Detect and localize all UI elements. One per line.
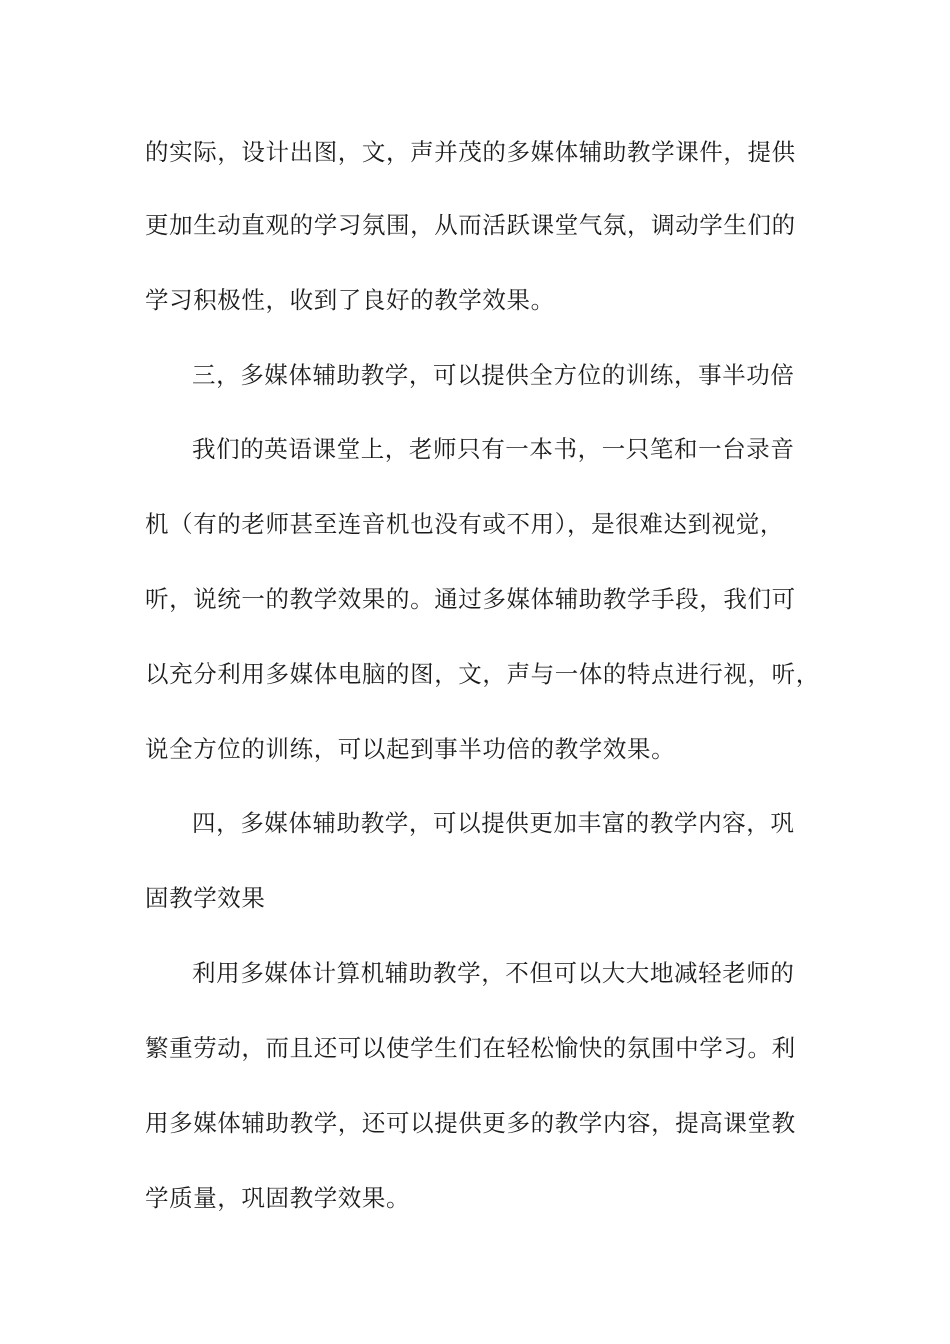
text-line: 的实际，设计出图，文，声并茂的多媒体辅助教学课件，提供 — [145, 138, 796, 166]
text-line: 我们的英语课堂上，老师只有一本书，一只笔和一台录音 — [192, 435, 795, 463]
text-line: 说全方位的训练，可以起到事半功倍的教学效果。 — [145, 735, 676, 763]
text-line: 繁重劳动，而且还可以使学生们在轻松愉快的氛围中学习。利 — [145, 1034, 796, 1062]
text-line: 学质量，巩固教学效果。 — [145, 1184, 411, 1212]
section-heading-continued: 固教学效果 — [145, 884, 266, 912]
section-heading: 三，多媒体辅助教学，可以提供全方位的训练，事半功倍 — [192, 361, 795, 389]
text-line: 用多媒体辅助教学，还可以提供更多的教学内容，提高课堂教 — [145, 1109, 796, 1137]
text-line: 以充分利用多媒体电脑的图，文，声与一体的特点进行视，听， — [145, 660, 820, 688]
text-line: 机（有的老师甚至连音机也没有或不用），是很难达到视觉， — [145, 510, 784, 538]
text-line: 学习积极性，收到了良好的教学效果。 — [145, 286, 555, 314]
text-line: 更加生动直观的学习氛围，从而活跃课堂气氛，调动学生们的 — [145, 211, 796, 239]
text-line: 利用多媒体计算机辅助教学，不但可以大大地减轻老师的 — [192, 959, 795, 987]
section-heading: 四，多媒体辅助教学，可以提供更加丰富的教学内容，巩 — [192, 809, 795, 837]
text-line: 听，说统一的教学效果的。通过多媒体辅助教学手段，我们可 — [145, 585, 796, 613]
